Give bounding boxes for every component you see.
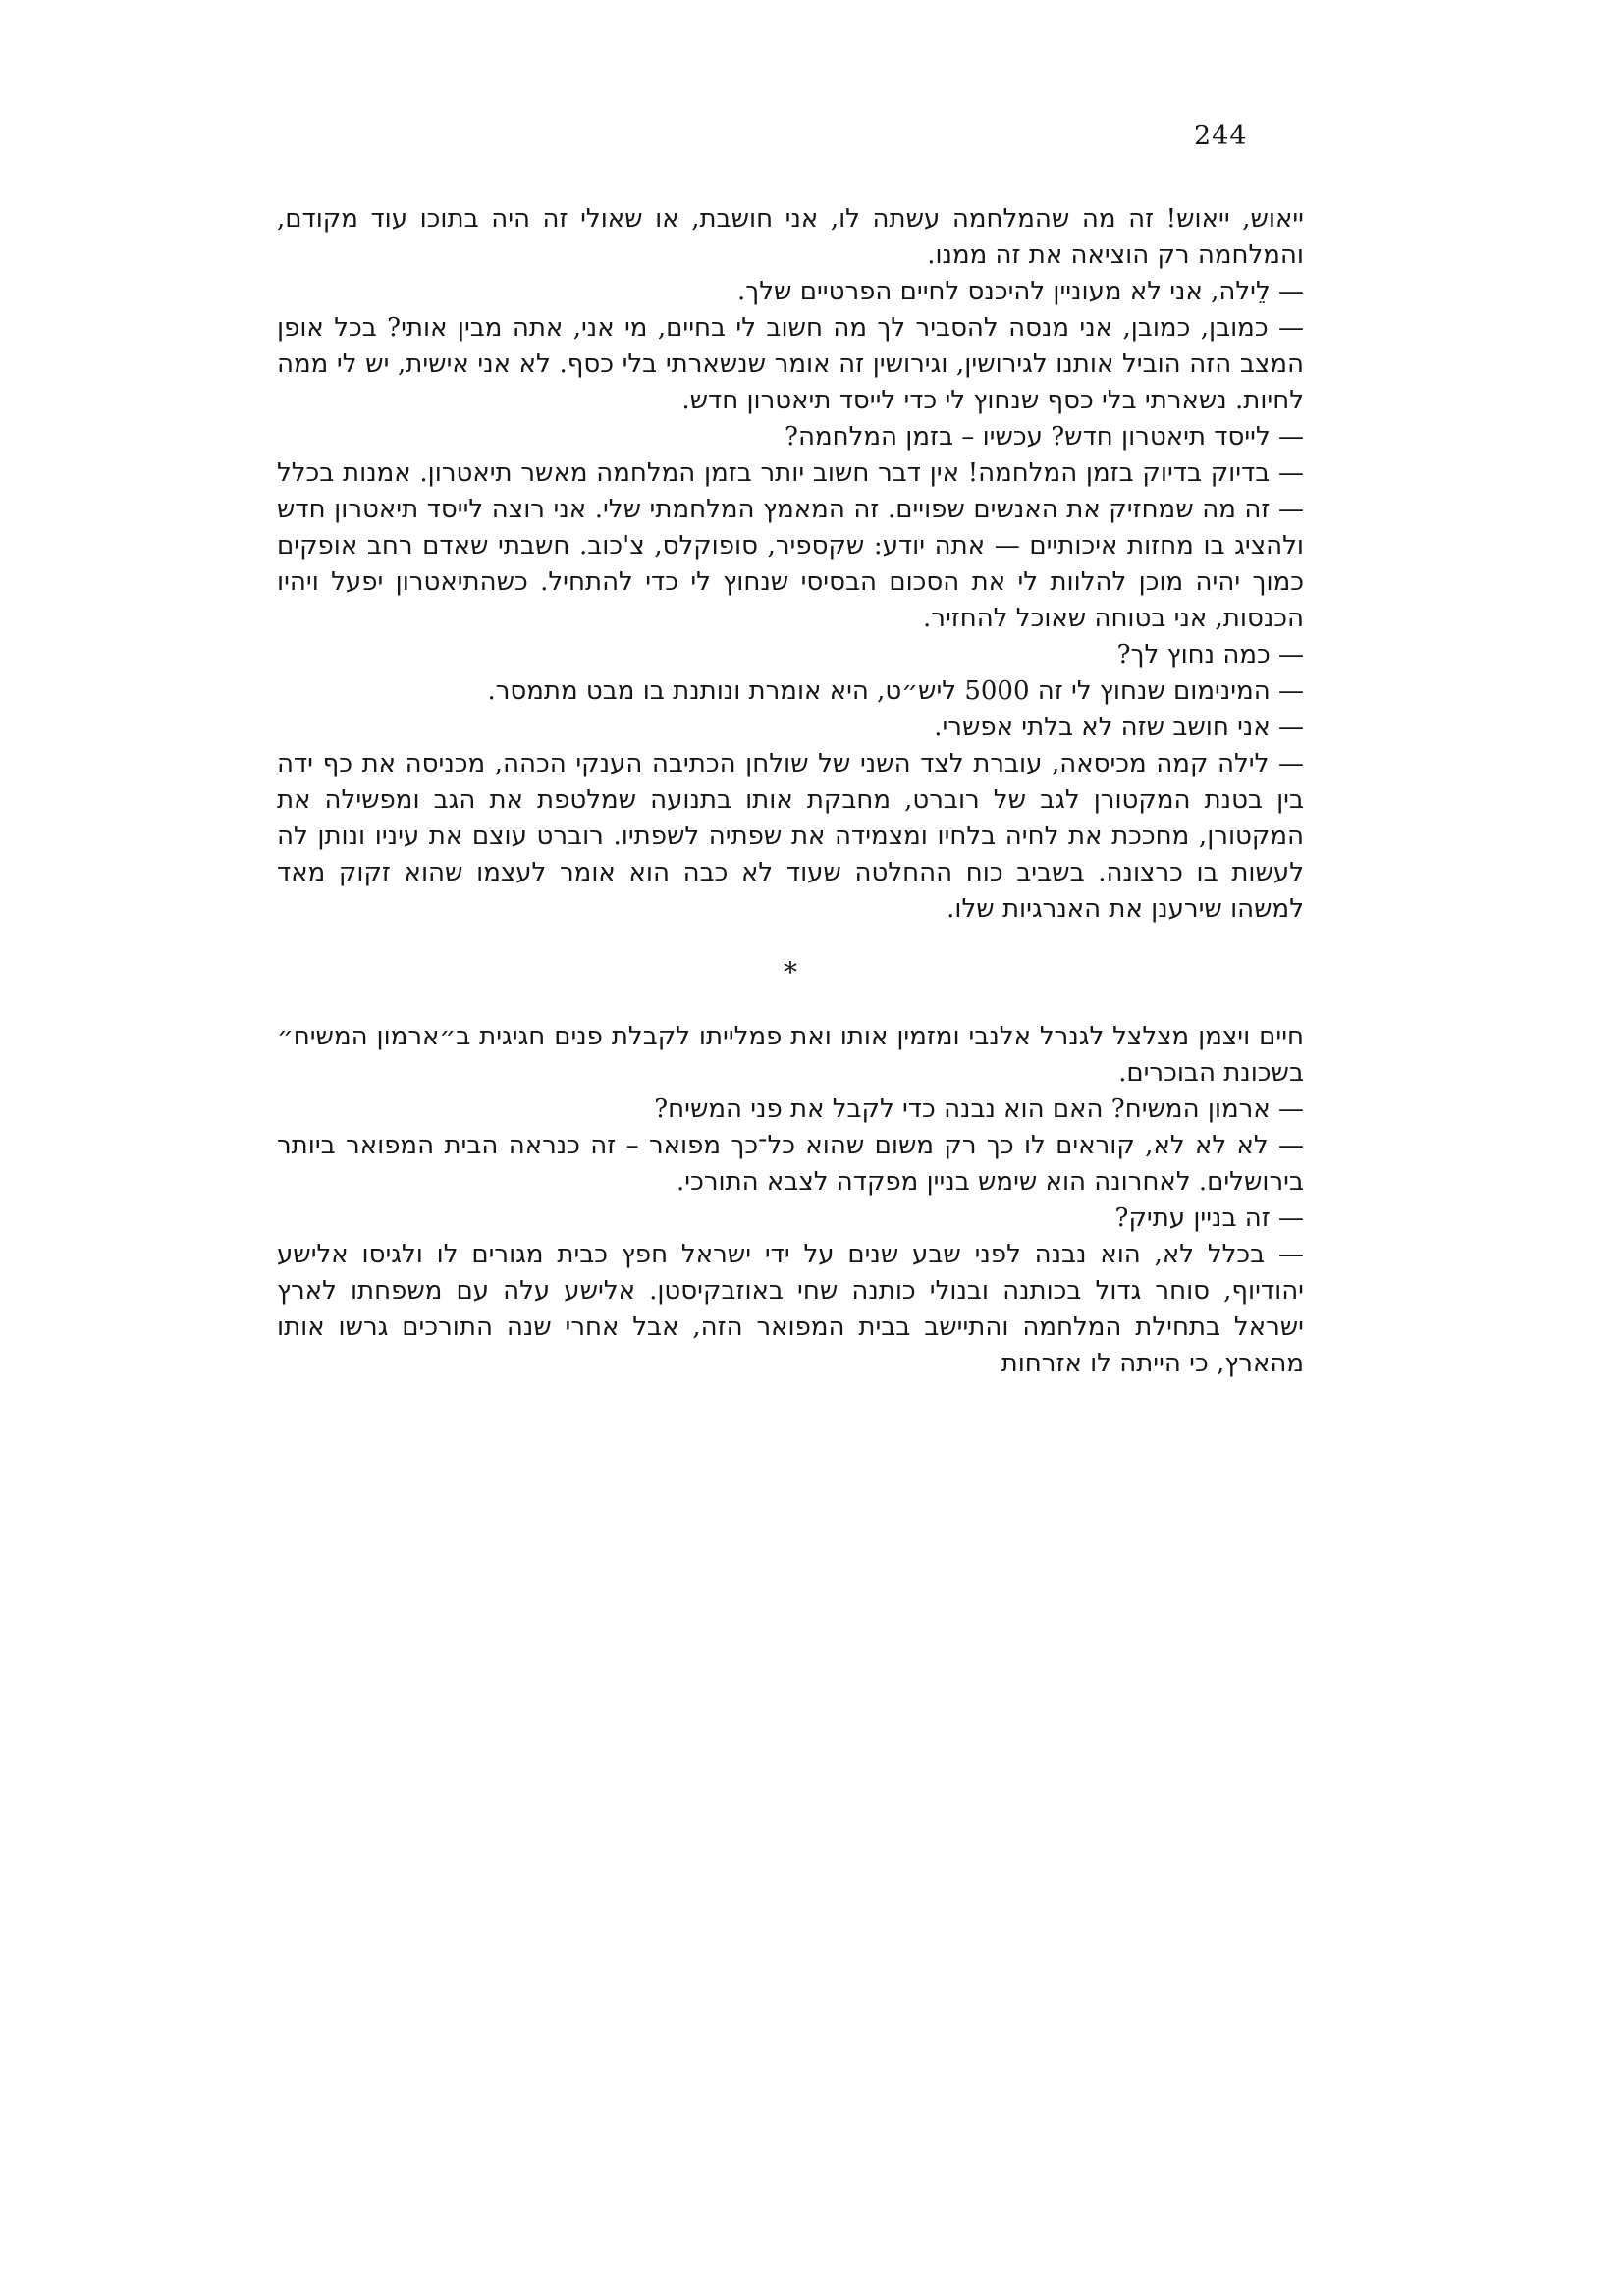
page-number: 244 [1194,121,1248,151]
paragraph: — זה בניין עתיק? [1114,1203,1304,1233]
paragraph: — כמה נחוץ לך? [1116,640,1304,669]
text-column [277,201,1304,1382]
paragraph: — ארמון המשיח? האם הוא נבנה כדי לקבל את פני המשיח? [654,1095,1304,1124]
paragraph: — בכלל לא, הוא נבנה לפני שבע שנים על ידי ישראל חפץ כבית מגורים לו ולגיסו אלישע יהודיוף, סוחר גדול בכותנה ובנולי כותנה שחי באוזבקיסטן. אלישע עלה עם משפחתו לארץ ישראל בתחילת המלחמה והתיישב בבית המפואר הזה, אבל אחרי שנה התורכים גרשו אותו מהארץ, כי הייתה לו אזרחות [277,1240,1304,1378]
paragraph: — אני חושב שזה לא בלתי אפשרי. [934,713,1304,742]
paragraph: — המינימום שנחוץ לי זה 5000 ליש״ט, היא אומרת ונותנת בו מבט מתמסר. [487,676,1304,706]
paragraph: חיים ויצמן מצלצל לגנרל אלנבי ומזמין אותו ואת פמלייתו לקבלת פנים חגיגית ב״ארמון המשיח״ בשכונת הבוכרים. [277,1022,1304,1088]
paragraph: — לייסד תיאטרון חדש? עכשיו – בזמן המלחמה? [785,422,1304,452]
paragraph: — לילה קמה מכיסאה, עוברת לצד השני של שולחן הכתיבה הענקי הכהה, מכניסה את כף ידה בין בטנת המקטורן לגב של רוברט, מחבקת אותו בתנועה שמלטפת את הגב ומפשילה את המקטורן, מחככת את לחיה בלחיו ומצמידה את שפתיה לשפתיו. רוברט עוצם את עיניו ונותן לה לעשות בו כרצונה. בשביב כוח ההחלטה שעוד לא כבה הוא אומר לעצמו שהוא זקוק מאד למשהו שירענן את האנרגיות שלו. [277,749,1304,924]
section-separator: * [784,956,797,988]
paragraph: — כמובן, כמובן, אני מנסה להסביר לך מה חשוב לי בחיים, מי אני, אתה מבין אותי? בכל אופן המצב הזה הוביל אותנו לגירושין, וגירושין זה אומר שנשארתי בלי כסף. לא אני אישית, יש לי ממה לחיות. נשארתי בלי כסף שנחוץ לי כדי לייסד תיאטרון חדש. [277,313,1304,415]
paragraph: — בדיוק בדיוק בזמן המלחמה! אין דבר חשוב יותר בזמן המלחמה מאשר תיאטרון. אמנות בכלל — זה מה שמחזיק את האנשים שפויים. זה המאמץ המלחמתי שלי. אני רוצה לייסד תיאטרון חדש ולהציג בו מחזות איכותיים — אתה יודע: שקספיר, סופוקלס, צ'כוב. חשבתי שאדם רחב אופקים כמוך יהיה מוכן להלוות לי את הסכום הבסיסי שנחוץ לי כדי להתחיל. כשהתיאטרון יפעל ויהיו הכנסות, אני בטוחה שאוכל להחזיר. [277,458,1304,633]
paragraph: — לא לא לא, קוראים לו כך רק משום שהוא כל־כך מפואר – זה כנראה הבית המפואר ביותר בירושלים. לאחרונה הוא שימש בניין מפקדה לצבא התורכי. [277,1131,1304,1197]
paragraph: — לֵילה, אני לא מעוניין להיכנס לחיים הפרטיים שלך. [737,277,1304,306]
paragraph: ייאוש, ייאוש! זה מה שהמלחמה עשתה לו, אני חושבת, או שאולי זה היה בתוכו עוד מקודם, והמלחמה רק הוציאה את זה ממנו. [277,204,1304,270]
